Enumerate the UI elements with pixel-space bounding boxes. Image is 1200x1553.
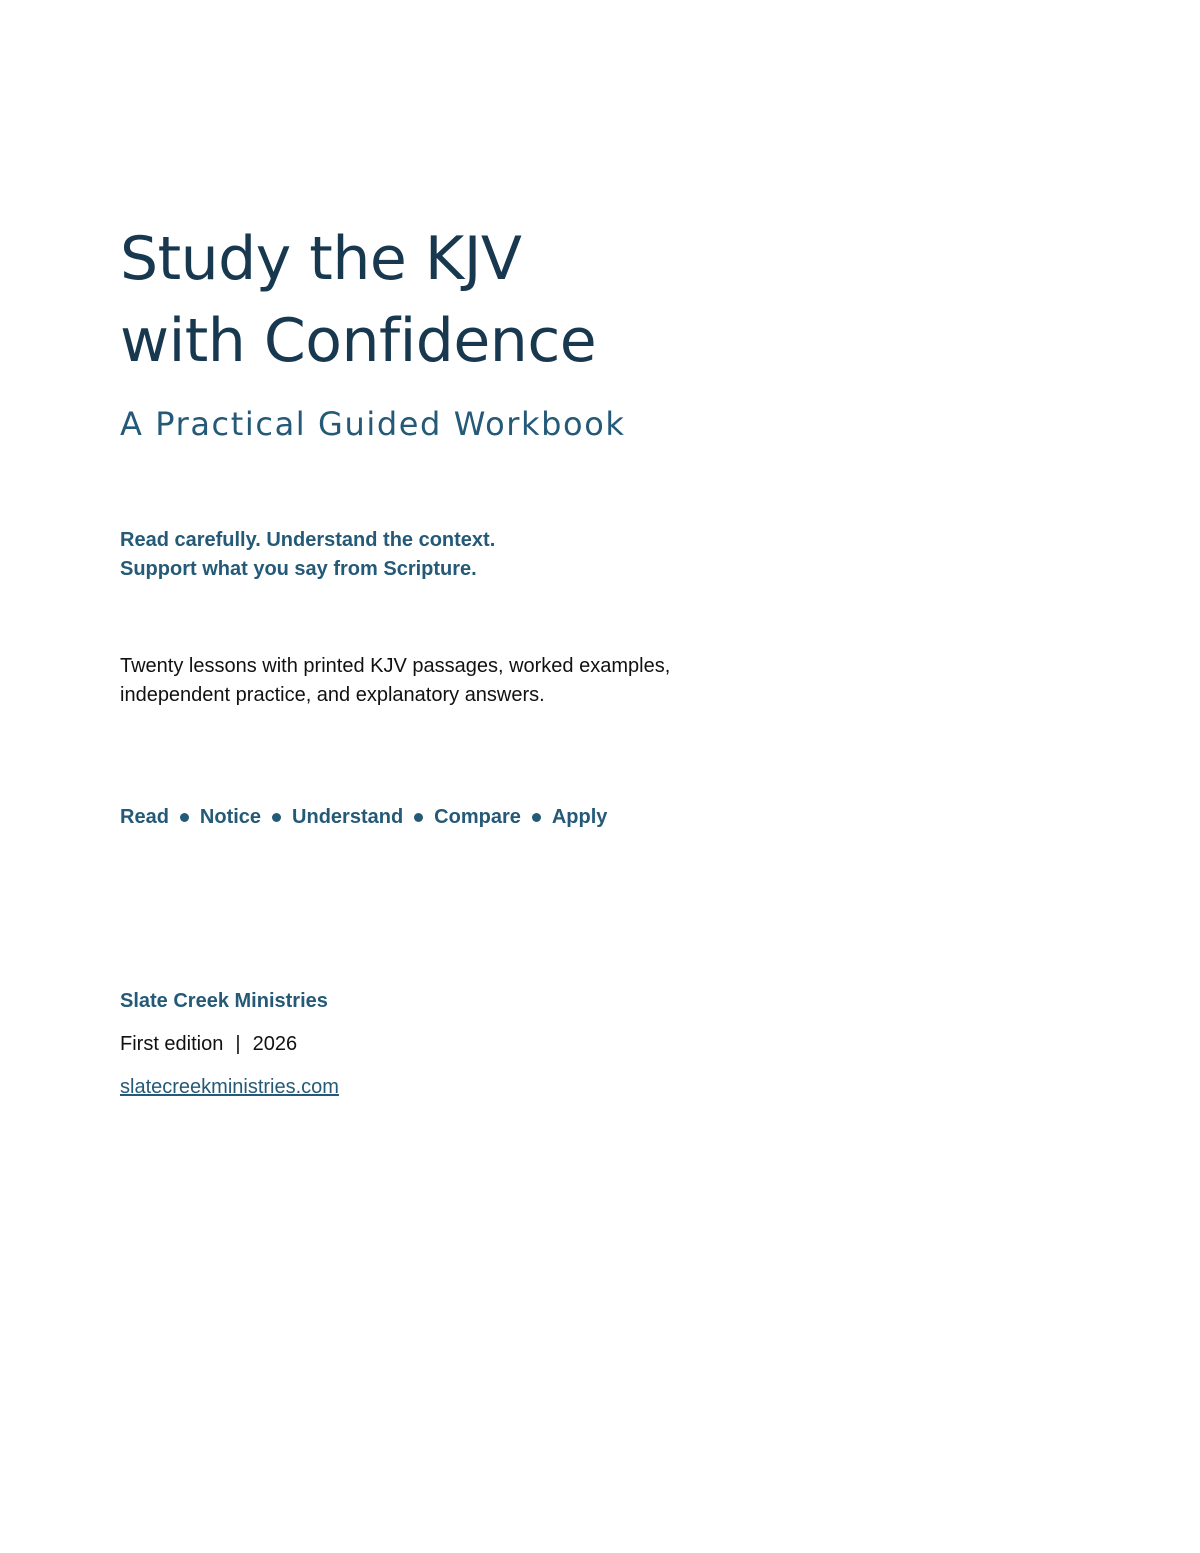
publisher-name: Slate Creek Ministries (120, 990, 328, 1012)
bullet-dot-icon (414, 813, 423, 822)
description (120, 652, 670, 710)
subtitle: A Practical Guided Workbook (120, 405, 626, 443)
title-line-1: Study the KJV (120, 224, 522, 294)
edition-separator: | (235, 1033, 241, 1055)
edition-info (120, 1030, 297, 1059)
study-steps (120, 803, 607, 832)
title-line-2: with Confidence (120, 306, 597, 376)
bullet-dot-icon (180, 813, 189, 822)
page-title (120, 218, 596, 382)
tagline (120, 526, 495, 584)
website-link[interactable]: slatecreekministries.com (120, 1076, 339, 1098)
bullet-dot-icon (272, 813, 281, 822)
step-notice: Notice (199, 806, 262, 828)
edition-year: 2026 (252, 1033, 298, 1055)
description-line-1: Twenty lessons with printed KJV passages, worked examples, (120, 655, 671, 677)
description-line-2: independent practice, and explanatory answers. (120, 684, 545, 706)
step-understand: Understand (292, 806, 404, 828)
edition-label: First edition (120, 1033, 224, 1055)
step-read: Read (120, 806, 169, 828)
step-compare: Compare (434, 806, 521, 828)
bullet-dot-icon (532, 813, 541, 822)
step-apply: Apply (551, 806, 608, 828)
tagline-line-1: Read carefully. Understand the context. (120, 529, 496, 551)
tagline-line-2: Support what you say from Scripture. (120, 558, 477, 580)
